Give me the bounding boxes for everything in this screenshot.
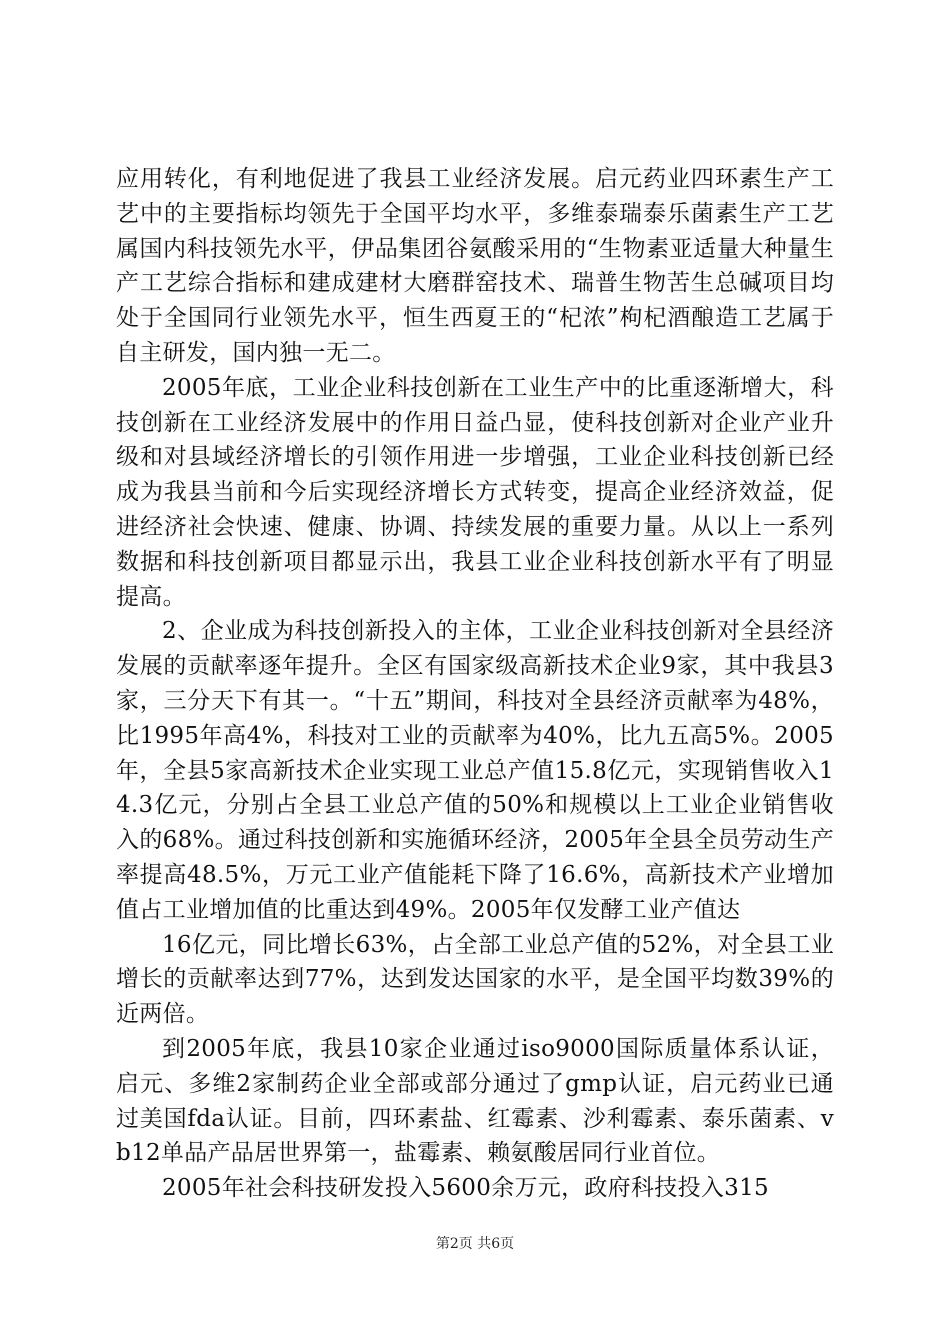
paragraph-4: 16亿元，同比增长63%，占全部工业总产值的52%，对全县工业增长的贡献率达到77%，达到发达国家的水平，是全国平均数39%的近两倍。	[116, 931, 834, 1028]
paragraph-5: 到2005年底，我县10家企业通过iso9000国际质量体系认证，启元、多维2家制药企业全部或部分通过了gmp认证，启元药业已通过美国fda认证。目前，四环素盐、红霉素、沙利霉素、泰乐菌素、vb12单品产品居世界第一，盐霉素、赖氨酸居同行业首位。	[116, 1035, 834, 1167]
paragraph-3: 2、企业成为科技创新投入的主体，工业企业科技创新对全县经济发展的贡献率逐年提升。全区有国家级高新技术企业9家，其中我县3家，三分天下有其一。“十五”期间，科技对全县经济贡献率为48%，比1995年高4%，科技对工业的贡献率为40%，比九五高5%。2005年，全县5家高新技术企业实现工业总产值15.8亿元，实现销售收入14.3亿元，分别占全县工业总产值的50%和规模以上工业企业销售收入的68%。通过科技创新和实施循环经济，2005年全县全员劳动生产率提高48.5%，万元工业产值能耗下降了16.6%，高新技术产业增加值占工业增加值的比重达到49%。2005年仅发酵工业产值达	[116, 618, 834, 923]
paragraph-6: 2005年社会科技研发投入5600余万元，政府科技投入315	[162, 1175, 769, 1202]
paragraph-1: 应用转化，有利地促进了我县工业经济发展。启元药业四环素生产工艺中的主要指标均领先于全国平均水平，多维泰瑞泰乐菌素生产工艺属国内科技领先水平，伊品集团谷氨酸采用的“生物素亚适量大种量生产工艺综合指标和建成建材大磨群窑技术、瑞普生物苦生总碱项目均处于全国同行业领先水平，恒生西夏王的“杞浓”枸杞酒酿造工艺属于自主研发，国内独一无二。	[116, 166, 834, 366]
page-number-footer: 第2页 共6页	[435, 1236, 515, 1252]
document-body	[116, 162, 834, 1206]
paragraph-2: 2005年底，工业企业科技创新在工业生产中的比重逐渐增大，科技创新在工业经济发展中的作用日益凸显，使科技创新对企业产业升级和对县域经济增长的引领作用进一步增强，工业企业科技创新已经成为我县当前和今后实现经济增长方式转变，提高企业经济效益，促进经济社会快速、健康、协调、持续发展的重要力量。从以上一系列数据和科技创新项目都显示出，我县工业企业科技创新水平有了明显提高。	[116, 374, 834, 610]
